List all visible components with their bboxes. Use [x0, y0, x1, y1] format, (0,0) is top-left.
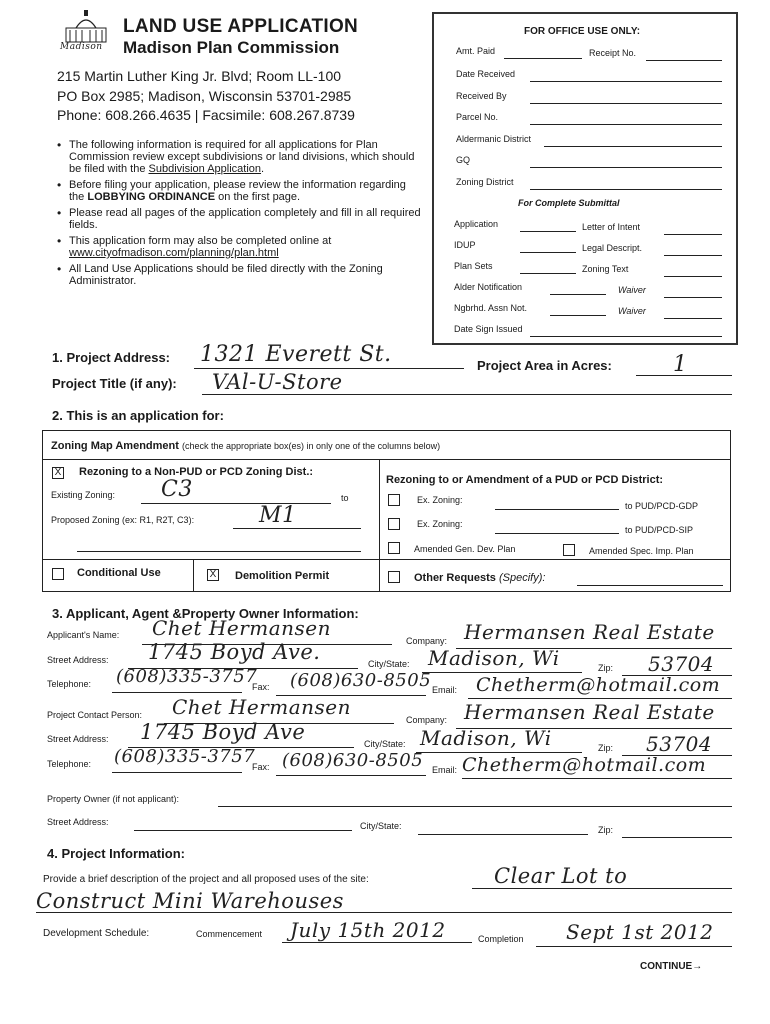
plan-sets-field[interactable] [520, 273, 576, 274]
rezone-pud-label: Rezoning to or Amendment of a PUD or PCD District: [386, 474, 664, 486]
project-title-field[interactable] [202, 394, 732, 395]
project-address-value: 1321 Everett St. [200, 342, 392, 367]
applicant-name-label: Applicant's Name: [47, 630, 120, 640]
project-area-value: 1 [673, 352, 688, 377]
owner-street-field[interactable] [134, 830, 352, 831]
office-use-title: FOR OFFICE USE ONLY: [524, 26, 641, 37]
street-address-label: Street Address: [47, 655, 109, 665]
contact-street-value: 1745 Boyd Ave [140, 720, 306, 744]
contact-email-label: Email: [432, 765, 458, 775]
project-address-label: 1. Project Address: [52, 350, 171, 365]
fax-value: (608)630-8505 [290, 670, 432, 691]
zma-header: Zoning Map Amendment (check the appropriate box(es) in only one of the columns below) [51, 440, 441, 452]
page-title: LAND USE APPLICATION [123, 16, 359, 37]
contact-city-state-label: City/State: [364, 739, 406, 749]
owner-city-state-field[interactable] [418, 834, 588, 835]
parcel-no-field[interactable] [530, 124, 722, 125]
company-value: Hermansen Real Estate [464, 620, 715, 644]
letter-of-intent-label: Letter of Intent [582, 222, 641, 232]
contact-city-state-value: Madison, Wi [420, 726, 552, 750]
email-label: Email: [432, 685, 458, 695]
amended-gen-dev-checkbox[interactable] [388, 542, 400, 554]
ex-zoning-sip-label: Ex. Zoning: [417, 519, 463, 529]
instruction-item: • This application form may also be completed online at www.cityofmadison.com/planning/plan.html [57, 235, 422, 259]
section-4-heading: 4. Project Information: [47, 846, 185, 861]
completion-field[interactable] [536, 946, 732, 947]
contact-fax-field[interactable] [276, 775, 426, 776]
letter-of-intent-field[interactable] [664, 234, 722, 235]
plan-sets-label: Plan Sets [454, 261, 493, 271]
city-state-field[interactable] [422, 672, 582, 673]
section-2-heading: 2. This is an application for: [52, 408, 224, 423]
waiver-2-label: Waiver [618, 306, 646, 316]
ex-zoning-gdp-field[interactable] [495, 509, 619, 510]
other-requests-checkbox[interactable] [388, 571, 400, 583]
contact-street-label: Street Address: [47, 734, 109, 744]
application-type-box [42, 430, 731, 592]
amended-spec-imp-checkbox[interactable] [563, 544, 575, 556]
address-line-1: 215 Martin Luther King Jr. Blvd; Room LL-100 [57, 68, 342, 84]
conditional-use-checkbox[interactable] [52, 568, 64, 580]
applicant-name-value: Chet Hermansen [152, 616, 332, 640]
telephone-label: Telephone: [47, 679, 92, 689]
rezone-non-pud-label: Rezoning to a Non-PUD or PCD Zoning Dist.: [79, 466, 314, 478]
application-field[interactable] [520, 231, 576, 232]
contact-email-value: Chetherm@hotmail.com [462, 754, 707, 776]
page-subtitle: Madison Plan Commission [123, 38, 340, 57]
contact-person-value: Chet Hermansen [172, 695, 352, 719]
instructions [57, 139, 422, 291]
ngbrhd-label: Ngbrhd. Assn Not. [454, 303, 528, 313]
telephone-field[interactable] [112, 692, 242, 693]
date-received-label: Date Received [456, 69, 516, 79]
zoning-district-field[interactable] [530, 189, 722, 190]
receipt-no-field[interactable] [646, 60, 722, 61]
contact-zip-label: Zip: [598, 743, 614, 753]
date-received-field[interactable] [530, 81, 722, 82]
fax-label: Fax: [252, 682, 270, 692]
property-owner-field[interactable] [218, 806, 732, 807]
contact-telephone-label: Telephone: [47, 759, 92, 769]
continue-label: CONTINUE→ [640, 961, 703, 972]
demolition-permit-checkbox[interactable]: X [207, 569, 219, 581]
property-owner-label: Property Owner (if not applicant): [47, 794, 180, 804]
logo-text: Madison [60, 42, 103, 52]
description-value-2: Construct Mini Warehouses [36, 889, 344, 913]
commencement-label: Commencement [196, 929, 263, 939]
street-address-value: 1745 Boyd Ave. [148, 640, 321, 664]
rezone-non-pud-checkbox[interactable]: X [52, 467, 64, 479]
city-state-value: Madison, Wi [428, 646, 560, 670]
ex-zoning-sip-field[interactable] [495, 533, 619, 534]
contact-telephone-field[interactable] [112, 772, 242, 773]
email-value: Chetherm@hotmail.com [476, 674, 721, 696]
ex-zoning-sip-checkbox[interactable] [388, 518, 400, 530]
project-area-label: Project Area in Acres: [477, 358, 612, 373]
receipt-no-label: Receipt No. [589, 48, 637, 58]
date-sign-issued-field[interactable] [530, 336, 722, 337]
divider [193, 560, 194, 592]
development-schedule-label: Development Schedule: [43, 928, 150, 939]
proposed-zoning-label: Proposed Zoning (ex: R1, R2T, C3): [51, 515, 195, 525]
phone-line: Phone: 608.266.4635 | Facsimile: 608.267.8739 [57, 107, 355, 123]
proposed-zoning-value: M1 [259, 503, 297, 528]
application-label: Application [454, 219, 499, 229]
ngbrhd-field[interactable] [550, 315, 606, 316]
subdivision-application-link[interactable]: Subdivision Application [148, 163, 262, 175]
instruction-item: • The following information is required for all applications for Plan Commission review except subdivisions or land divisions, which should be filed with the Subdivision Application. [57, 139, 422, 175]
contact-telephone-value: (608)335-3757 [114, 746, 256, 767]
to-label: to [341, 493, 349, 503]
description-field-1[interactable] [472, 888, 732, 889]
existing-zoning-field[interactable] [141, 503, 331, 504]
contact-city-state-field[interactable] [416, 752, 582, 753]
owner-city-state-label: City/State: [360, 821, 402, 831]
completion-value: Sept 1st 2012 [566, 920, 714, 944]
divider [43, 559, 730, 560]
description-label: Provide a brief description of the project and all proposed uses of the site: [43, 874, 369, 885]
amt-paid-label: Amt. Paid [456, 46, 496, 56]
gq-label: GQ [456, 155, 471, 165]
owner-zip-label: Zip: [598, 825, 614, 835]
to-pud-sip-label: to PUD/PCD-SIP [625, 525, 694, 535]
other-requests-field[interactable] [577, 585, 723, 586]
legal-descript-label: Legal Descript. [582, 243, 643, 253]
existing-zoning-label: Existing Zoning: [51, 490, 116, 500]
other-requests-label: Other Requests (Specify): [414, 572, 546, 584]
complete-submittal-title: For Complete Submittal [518, 198, 620, 208]
to-pud-gdp-label: to PUD/PCD-GDP [625, 501, 699, 511]
amt-paid-field[interactable] [504, 58, 582, 59]
project-title-value: VAl-U-Store [212, 370, 343, 394]
parcel-no-label: Parcel No. [456, 112, 499, 122]
alder-notification-field[interactable] [550, 294, 606, 295]
contact-company-value: Hermansen Real Estate [464, 700, 715, 724]
instruction-item: • Please read all pages of the application completely and fill in all required fields. [57, 207, 422, 231]
zip-label: Zip: [598, 663, 614, 673]
gq-field[interactable] [530, 167, 722, 168]
proposed-zoning-field[interactable] [233, 528, 361, 529]
instruction-item: • Before filing your application, please review the information regarding the LOBBYING ORDINANCE on the first page. [57, 179, 422, 203]
address-line-2: PO Box 2985; Madison, Wisconsin 53701-2985 [57, 88, 352, 104]
company-label: Company: [406, 636, 448, 646]
alder-notification-label: Alder Notification [454, 282, 523, 292]
aldermanic-district-label: Aldermanic District [456, 134, 532, 144]
email-field[interactable] [468, 698, 732, 699]
contact-company-label: Company: [406, 715, 448, 725]
contact-zip-value: 53704 [646, 732, 713, 756]
project-title-label: Project Title (if any): [52, 376, 177, 391]
completion-label: Completion [478, 934, 524, 944]
contact-person-label: Project Contact Person: [47, 710, 143, 720]
zoning-district-label: Zoning District [456, 177, 514, 187]
date-sign-issued-label: Date Sign Issued [454, 324, 523, 334]
waiver-1-field[interactable] [664, 297, 722, 298]
contact-fax-label: Fax: [252, 762, 270, 772]
owner-street-label: Street Address: [47, 817, 109, 827]
demolition-permit-label: Demolition Permit [235, 570, 330, 582]
city-state-label: City/State: [368, 659, 410, 669]
proposed-zoning-extra-field[interactable] [77, 551, 361, 552]
telephone-value: (608)335-3757 [116, 666, 258, 687]
online-form-link[interactable]: www.cityofmadison.com/planning/plan.html [69, 247, 279, 259]
project-address-field[interactable] [194, 368, 464, 369]
office-use-box [432, 12, 738, 345]
amended-gen-dev-label: Amended Gen. Dev. Plan [414, 544, 516, 554]
owner-zip-field[interactable] [622, 837, 732, 838]
waiver-2-field[interactable] [664, 318, 722, 319]
waiver-1-label: Waiver [618, 285, 646, 295]
idup-field[interactable] [520, 252, 576, 253]
description-value-1: Clear Lot to [494, 864, 628, 888]
aldermanic-district-field[interactable] [544, 146, 722, 147]
divider [43, 459, 730, 460]
zip-value: 53704 [648, 652, 715, 676]
contact-email-field[interactable] [462, 778, 732, 779]
contact-fax-value: (608)630-8505 [282, 750, 424, 771]
section-3-heading: 3. Applicant, Agent &Property Owner Information: [52, 606, 359, 621]
received-by-label: Received By [456, 91, 507, 101]
zoning-text-label: Zoning Text [582, 264, 629, 274]
amended-spec-imp-label: Amended Spec. Imp. Plan [589, 546, 694, 556]
legal-descript-field[interactable] [664, 255, 722, 256]
ex-zoning-gdp-checkbox[interactable] [388, 494, 400, 506]
ex-zoning-gdp-label: Ex. Zoning: [417, 495, 463, 505]
instruction-item: • All Land Use Applications should be filed directly with the Zoning Administrator. [57, 263, 422, 287]
idup-label: IDUP [454, 240, 476, 250]
conditional-use-label: Conditional Use [77, 567, 161, 579]
commencement-field[interactable] [282, 942, 472, 943]
existing-zoning-value: C3 [161, 477, 193, 502]
column-divider [379, 459, 380, 592]
received-by-field[interactable] [530, 103, 722, 104]
commencement-value: July 15th 2012 [290, 918, 446, 942]
zoning-text-field[interactable] [664, 276, 722, 277]
